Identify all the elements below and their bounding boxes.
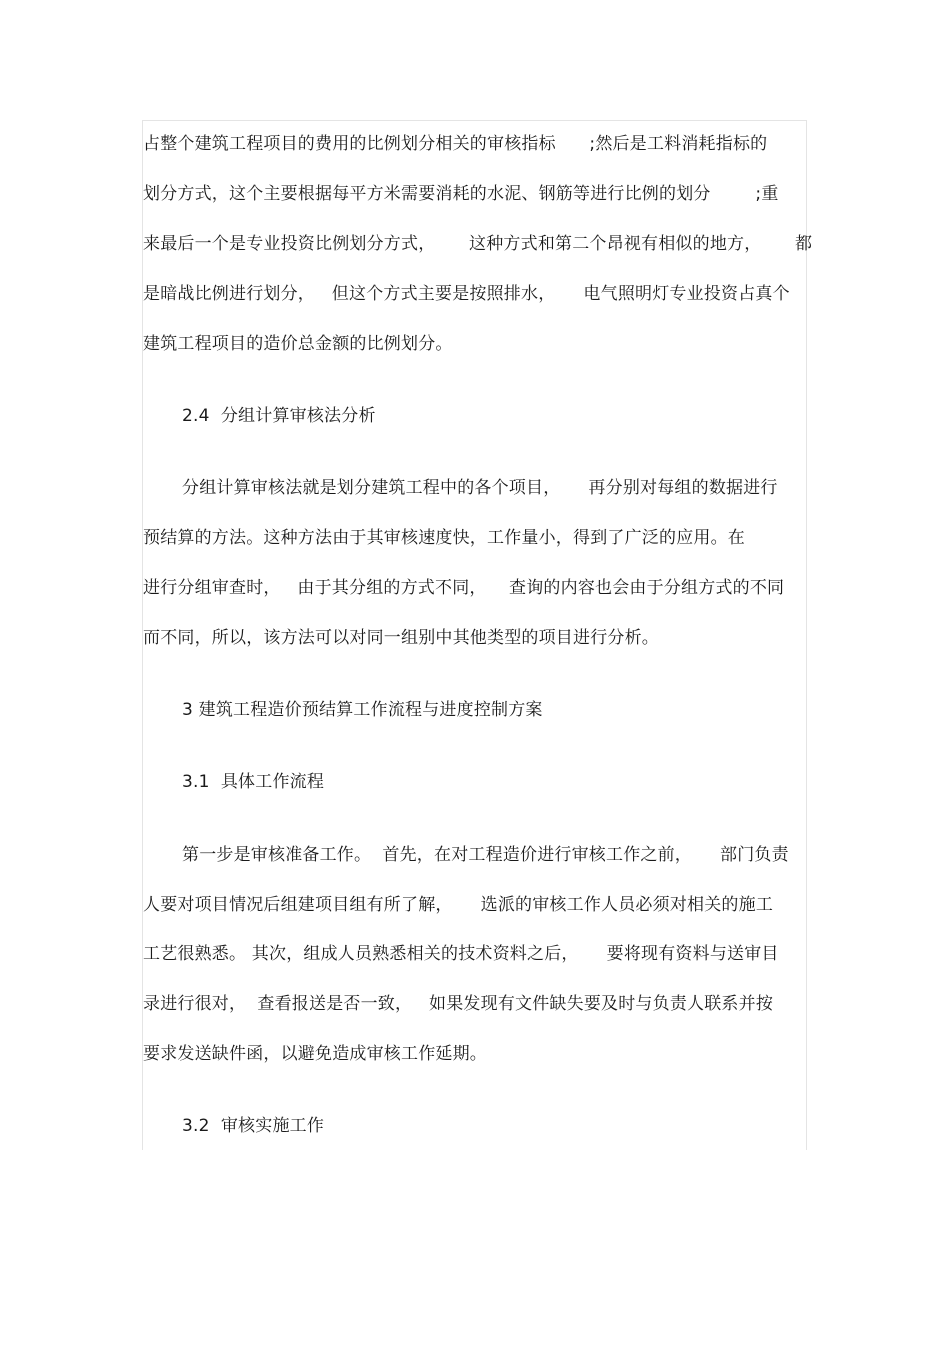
section-heading-3: 3 建筑工程造价预结算工作流程与进度控制方案 [182, 700, 543, 720]
paragraph-line: 第一步是审核准备工作。 首先，在对工程造价进行审核工作之前， 部门负责 [182, 845, 789, 865]
paragraph-line: 录进行很对， 查看报送是否一致， 如果发现有文件缺失要及时与负责人联系并按 [143, 994, 774, 1014]
paragraph-line: 占整个建筑工程项目的费用的比例划分相关的审核指标 ;然后是工料消耗指标的 [143, 134, 768, 154]
section-heading-3-1: 3.1 具体工作流程 [182, 772, 325, 792]
paragraph-line: 是暗战比例进行划分， 但这个方式主要是按照排水， 电气照明灯专业投资占真个 [143, 284, 790, 304]
paragraph-line: 人要对项目情况后组建项目组有所了解， 选派的审核工作人员必须对相关的施工 [143, 895, 774, 915]
paragraph-line: 预结算的方法。这种方法由于其审核速度快，工作量小，得到了广泛的应用。在 [143, 528, 745, 548]
paragraph-line: 来最后一个是专业投资比例划分方式， 这种方式和第二个昂视有相似的地方， 都 [143, 234, 813, 254]
paragraph-line: 建筑工程项目的造价总金额的比例划分。 [143, 334, 453, 354]
paragraph-line: 工艺很熟悉。 其次，组成人员熟悉相关的技术资料之后， 要将现有资料与送审目 [143, 944, 779, 964]
paragraph-line: 划分方式，这个主要根据每平方米需要消耗的水泥、钢筋等进行比例的划分 ;重 [143, 184, 779, 204]
section-heading-3-2: 3.2 审核实施工作 [182, 1116, 325, 1136]
paragraph-line: 分组计算审核法就是划分建筑工程中的各个项目， 再分别对每组的数据进行 [182, 478, 778, 498]
paragraph-line: 进行分组审查时， 由于其分组的方式不同， 查询的内容也会由于分组方式的不同 [143, 578, 785, 598]
section-heading-2-4: 2.4 分组计算审核法分析 [182, 406, 376, 426]
paragraph-line: 要求发送缺件函，以避免造成审核工作延期。 [143, 1044, 487, 1064]
paragraph-line: 而不同，所以，该方法可以对同一组别中其他类型的项目进行分析。 [143, 628, 659, 648]
